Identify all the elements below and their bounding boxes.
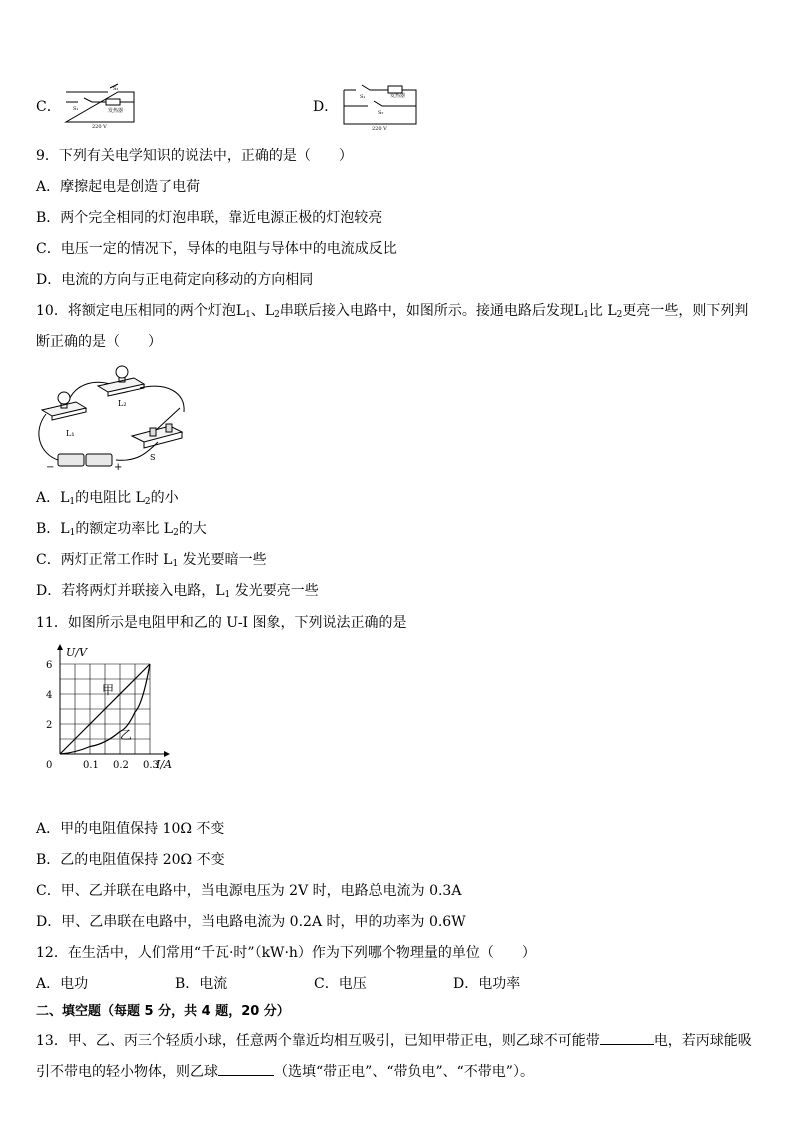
- q10-figure-minus: −: [46, 462, 55, 473]
- q12-option-b: B．电流: [175, 976, 228, 992]
- chart-labels: [46, 646, 172, 771]
- q13-line1: 13．甲、乙、丙三个轻质小球，任意两个靠近均相互吸引，已知甲带正电，则乙球不可能带 电，若丙球能吸: [36, 1030, 752, 1050]
- q11-option-b: B．乙的电阻值保持 20Ω 不变: [36, 852, 225, 868]
- q11-option-d: D．甲、乙串联在电路中，当电路电流为 0.2A 时，甲的功率为 0.6W: [36, 914, 466, 930]
- q11-stem: 11．如图所示是电阻甲和乙的 U-I 图象，下列说法正确的是: [36, 615, 407, 631]
- q10-figure-switch-label: S: [150, 453, 156, 462]
- q9-option-b: B．两个完全相同的灯泡串联，靠近电源正极的灯泡较亮: [36, 210, 383, 226]
- x-tick-label: 0.2: [113, 760, 129, 771]
- q9-option-d: D．电流的方向与正电荷定向移动的方向相同: [36, 272, 314, 288]
- q8-circuit-c-diagram: [60, 82, 140, 132]
- q8-c-heater: 发热器: [108, 108, 124, 114]
- section2-heading: 二、填空题（每题 5 分，共 4 题，20 分）: [36, 1004, 290, 1019]
- q11-ui-chart: [36, 644, 186, 776]
- q10-option-a: A．$L_1$的电阻比 $L_2$的小: [36, 490, 179, 507]
- q10-option-c: C．两灯正常工作时 $L_1$ 发光要暗一些: [36, 552, 267, 569]
- q10-figure-l2-label: L₂: [118, 399, 127, 408]
- q10-option-d: D．若将两灯并联接入电路，$L_1$ 发光要亮一些: [36, 583, 319, 600]
- q8-c-voltage: 220 V: [92, 124, 107, 130]
- y-tick-label: 6: [46, 660, 53, 671]
- q8-d-voltage: 220 V: [372, 126, 387, 132]
- q8-d-s1: S₁: [360, 94, 366, 100]
- q13-line2: 引不带电的轻小物体，则乙球 （选填“带正电”、“带负电”、“不带电”）。: [36, 1061, 534, 1081]
- q9-option-a: A．摩擦起电是创造了电荷: [36, 179, 201, 195]
- q10-circuit-figure: [36, 362, 196, 474]
- y-tick-label: 2: [46, 720, 53, 731]
- series-label-yi: 乙: [120, 728, 133, 742]
- x-tick-label: 0.3: [143, 760, 159, 771]
- q8-d-heater: 发热器: [390, 93, 406, 99]
- q10-stem-line1: 10．将额定电压相同的两个灯泡$L_1$、$L_2$串联后接入电路中，如图所示。接通电路后发现$L_1$比 $L_2$更亮一些，则下列判: [36, 303, 749, 320]
- q10-option-b: B．$L_1$的额定功率比 $L_2$的大: [36, 521, 207, 538]
- q8-option-d-label: D．: [313, 99, 339, 115]
- q8-d-s2: S₂: [378, 110, 384, 116]
- q11-option-c: C．甲、乙并联在电路中，当电源电压为 2V 时，电路总电流为 0.3A: [36, 883, 462, 899]
- x-tick-label: 0.1: [83, 760, 99, 771]
- q8-c-s1: S₁: [73, 106, 79, 112]
- y-tick-label: 4: [46, 690, 53, 701]
- q11-option-a: A．甲的电阻值保持 10Ω 不变: [36, 821, 225, 837]
- q8-option-c-label: C．: [36, 99, 61, 115]
- q9-option-c: C．电压一定的情况下，导体的电阻与导体中的电流成反比: [36, 241, 397, 257]
- q10-figure-l1-label: L₁: [66, 429, 75, 438]
- q10-stem-line2: 断正确的是（ ）: [36, 334, 162, 350]
- q8-circuit-d-diagram: [338, 80, 422, 132]
- x-axis-arrow: [164, 751, 170, 757]
- q13-blank-1[interactable]: [600, 1030, 654, 1045]
- q12-option-c: C．电压: [314, 976, 367, 992]
- q8-c-s2: S₂: [113, 86, 119, 92]
- q12-option-d: D．电功率: [453, 976, 521, 992]
- y-axis-label: U/V: [66, 646, 87, 659]
- q12-option-a: A．电功: [36, 976, 89, 992]
- x-axis-label: I/A: [156, 758, 172, 771]
- y-axis-arrow: [57, 644, 63, 650]
- series-label-jia: 甲: [102, 683, 115, 697]
- q10-figure-plus: +: [114, 462, 123, 473]
- q12-stem: 12．在生活中，人们常用“千瓦·时”（kW·h）作为下列哪个物理量的单位（ ）: [36, 945, 536, 961]
- origin-label: 0: [46, 760, 53, 771]
- q9-stem: 9．下列有关电学知识的说法中，正确的是（ ）: [36, 148, 353, 164]
- q13-blank-2[interactable]: [218, 1061, 274, 1076]
